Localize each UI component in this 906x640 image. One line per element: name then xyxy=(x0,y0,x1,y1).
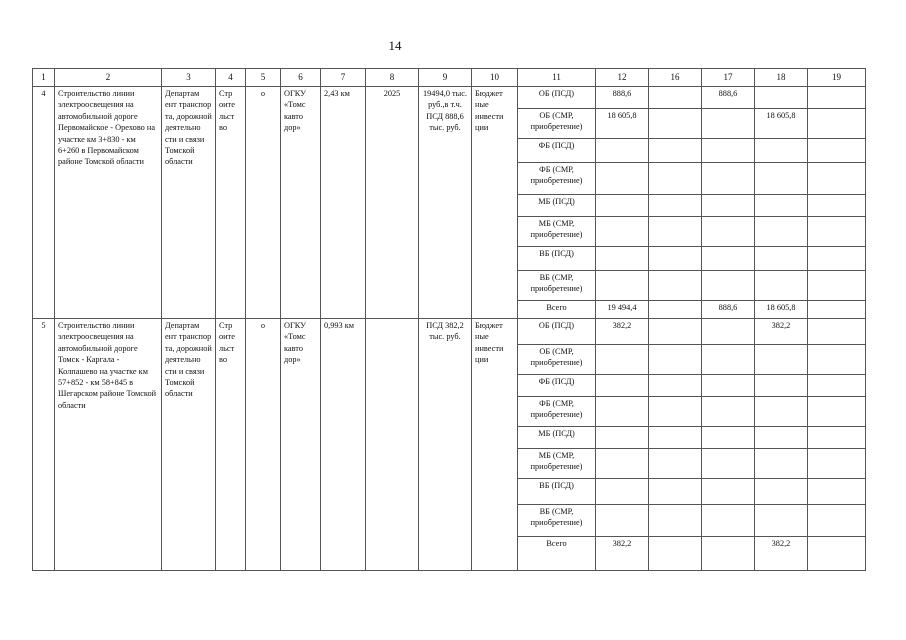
amount-cell-12 xyxy=(596,345,649,375)
amount-cell-18 xyxy=(755,479,808,505)
amount-cell-18 xyxy=(755,163,808,195)
amount-cell-12: 382,2 xyxy=(596,319,649,345)
amount-cell-16 xyxy=(649,195,702,217)
amount-cell-17 xyxy=(702,247,755,271)
executor: ОГКУ «Томс кавто дор» xyxy=(281,319,321,571)
amount-cell-18: 18 605,8 xyxy=(755,109,808,139)
amount-cell-18 xyxy=(755,449,808,479)
amount-cell-19 xyxy=(808,163,866,195)
amount-cell-12 xyxy=(596,271,649,301)
amount-cell-16 xyxy=(649,345,702,375)
funding-source: ФБ (СМР, приобретение) xyxy=(518,397,596,427)
funding-source: ВБ (СМР, приобретение) xyxy=(518,505,596,537)
amount-cell-18: 18 605,8 xyxy=(755,301,808,319)
amount-cell-16 xyxy=(649,375,702,397)
object-name: Строительство линии электроосвещения на автомобильной дороге Томск - Каргала - Колпашево на участке км 57+852 - км 58+845 в Шегарском районе Томской области xyxy=(55,319,162,571)
amount-cell-18 xyxy=(755,397,808,427)
estimated-cost: 19494,0 тыс. руб.,в т.ч. ПСД 888,6 тыс. руб. xyxy=(419,87,472,319)
object-status: о xyxy=(246,319,281,571)
amount-cell-18 xyxy=(755,271,808,301)
amount-cell-17: 888,6 xyxy=(702,301,755,319)
amount-cell-16 xyxy=(649,479,702,505)
object-name: Строительство линии электроосвещения на автомобильной дороге Первомайское - Орехово на участке км 3+830 - км 6+260 в Первомайском районе Томской области xyxy=(55,87,162,319)
amount-cell-19 xyxy=(808,537,866,571)
item-number: 5 xyxy=(33,319,55,571)
amount-cell-17 xyxy=(702,109,755,139)
amount-cell-12 xyxy=(596,163,649,195)
amount-cell-16 xyxy=(649,319,702,345)
amount-cell-19 xyxy=(808,375,866,397)
funding-source: ФБ (ПСД) xyxy=(518,139,596,163)
amount-cell-17 xyxy=(702,271,755,301)
funding-source: МБ (СМР, приобретение) xyxy=(518,449,596,479)
amount-cell-17 xyxy=(702,449,755,479)
column-header: 3 xyxy=(162,69,216,87)
column-header: 10 xyxy=(472,69,518,87)
funding-source: ОБ (ПСД) xyxy=(518,319,596,345)
amount-cell-16 xyxy=(649,163,702,195)
amount-cell-18 xyxy=(755,247,808,271)
amount-cell-18: 382,2 xyxy=(755,537,808,571)
amount-cell-18 xyxy=(755,375,808,397)
amount-cell-12 xyxy=(596,449,649,479)
amount-cell-18 xyxy=(755,505,808,537)
page-number: 14 xyxy=(388,38,402,53)
column-header: 12 xyxy=(596,69,649,87)
amount-cell-12 xyxy=(596,375,649,397)
amount-cell-18 xyxy=(755,139,808,163)
amount-cell-19 xyxy=(808,195,866,217)
amount-cell-19 xyxy=(808,217,866,247)
table-row xyxy=(33,319,866,345)
amount-cell-16 xyxy=(649,301,702,319)
amount-cell-17 xyxy=(702,375,755,397)
funding-source: МБ (ПСД) xyxy=(518,195,596,217)
amount-cell-12: 888,6 xyxy=(596,87,649,109)
header-row xyxy=(33,69,866,87)
amount-cell-16 xyxy=(649,87,702,109)
amount-cell-12: 19 494,4 xyxy=(596,301,649,319)
amount-cell-16 xyxy=(649,271,702,301)
amount-cell-17 xyxy=(702,505,755,537)
amount-cell-16 xyxy=(649,247,702,271)
funding-source: Всего xyxy=(518,537,596,571)
amount-cell-17 xyxy=(702,345,755,375)
amount-cell-12 xyxy=(596,217,649,247)
amount-cell-17: 888,6 xyxy=(702,87,755,109)
amount-cell-16 xyxy=(649,139,702,163)
amount-cell-12 xyxy=(596,479,649,505)
amount-cell-19 xyxy=(808,109,866,139)
amount-cell-19 xyxy=(808,345,866,375)
amount-cell-17 xyxy=(702,163,755,195)
amount-cell-16 xyxy=(649,449,702,479)
column-header: 11 xyxy=(518,69,596,87)
amount-cell-19 xyxy=(808,271,866,301)
column-header: 4 xyxy=(216,69,246,87)
investment-form: Бюджет ные инвести ции xyxy=(472,87,518,319)
amount-cell-18 xyxy=(755,195,808,217)
investment-form: Бюджет ные инвести ции xyxy=(472,319,518,571)
column-header: 16 xyxy=(649,69,702,87)
funding-source: ВБ (ПСД) xyxy=(518,479,596,505)
amount-cell-19 xyxy=(808,87,866,109)
amount-cell-12 xyxy=(596,195,649,217)
funding-source: МБ (ПСД) xyxy=(518,427,596,449)
amount-cell-16 xyxy=(649,427,702,449)
amount-cell-19 xyxy=(808,247,866,271)
amount-cell-17 xyxy=(702,479,755,505)
column-header: 7 xyxy=(321,69,366,87)
amount-cell-17 xyxy=(702,195,755,217)
construction-type: Стр оите льст во xyxy=(216,87,246,319)
funding-source: МБ (СМР, приобретение) xyxy=(518,217,596,247)
year: 2025 xyxy=(366,87,419,319)
column-header: 1 xyxy=(33,69,55,87)
amount-cell-18 xyxy=(755,217,808,247)
amount-cell-19 xyxy=(808,139,866,163)
column-header: 17 xyxy=(702,69,755,87)
amount-cell-17 xyxy=(702,139,755,163)
year xyxy=(366,319,419,571)
amount-cell-19 xyxy=(808,301,866,319)
column-header: 5 xyxy=(246,69,281,87)
funding-source: ОБ (СМР, приобретение) xyxy=(518,109,596,139)
amount-cell-12 xyxy=(596,139,649,163)
amount-cell-18 xyxy=(755,427,808,449)
customer: Департам ент транспор та, дорожной деятельно сти и связи Томской области xyxy=(162,87,216,319)
item-number: 4 xyxy=(33,87,55,319)
amount-cell-18: 382,2 xyxy=(755,319,808,345)
table-row xyxy=(33,87,866,109)
funding-source: ОБ (ПСД) xyxy=(518,87,596,109)
funding-source: ФБ (ПСД) xyxy=(518,375,596,397)
amount-cell-16 xyxy=(649,397,702,427)
amount-cell-19 xyxy=(808,505,866,537)
customer: Департам ент транспор та, дорожной деятельно сти и связи Томской области xyxy=(162,319,216,571)
capacity: 2,43 км xyxy=(321,87,366,319)
amount-cell-19 xyxy=(808,319,866,345)
estimated-cost: ПСД 382,2 тыс. руб. xyxy=(419,319,472,571)
amount-cell-12 xyxy=(596,247,649,271)
column-header: 19 xyxy=(808,69,866,87)
capacity: 0,993 км xyxy=(321,319,366,571)
amount-cell-12 xyxy=(596,505,649,537)
object-status: о xyxy=(246,87,281,319)
funding-source: ВБ (СМР, приобретение) xyxy=(518,271,596,301)
amount-cell-18 xyxy=(755,87,808,109)
amount-cell-16 xyxy=(649,505,702,537)
column-header: 8 xyxy=(366,69,419,87)
amount-cell-18 xyxy=(755,345,808,375)
amount-cell-12 xyxy=(596,397,649,427)
construction-type: Стр оите льст во xyxy=(216,319,246,571)
amount-cell-17 xyxy=(702,217,755,247)
amount-cell-12: 18 605,8 xyxy=(596,109,649,139)
amount-cell-12 xyxy=(596,427,649,449)
funding-source: Всего xyxy=(518,301,596,319)
column-header: 6 xyxy=(281,69,321,87)
column-header: 9 xyxy=(419,69,472,87)
amount-cell-12: 382,2 xyxy=(596,537,649,571)
executor: ОГКУ «Томс кавто дор» xyxy=(281,87,321,319)
column-header: 18 xyxy=(755,69,808,87)
amount-cell-19 xyxy=(808,479,866,505)
amount-cell-17 xyxy=(702,537,755,571)
amount-cell-19 xyxy=(808,397,866,427)
amount-cell-19 xyxy=(808,427,866,449)
amount-cell-16 xyxy=(649,217,702,247)
funding-source: ВБ (ПСД) xyxy=(518,247,596,271)
funding-source: ФБ (СМР, приобретение) xyxy=(518,163,596,195)
amount-cell-17 xyxy=(702,397,755,427)
column-header: 2 xyxy=(55,69,162,87)
amount-cell-17 xyxy=(702,427,755,449)
funding-source: ОБ (СМР, приобретение) xyxy=(518,345,596,375)
amount-cell-19 xyxy=(808,449,866,479)
amount-cell-16 xyxy=(649,109,702,139)
amount-cell-17 xyxy=(702,319,755,345)
investment-table xyxy=(32,68,866,571)
amount-cell-16 xyxy=(649,537,702,571)
